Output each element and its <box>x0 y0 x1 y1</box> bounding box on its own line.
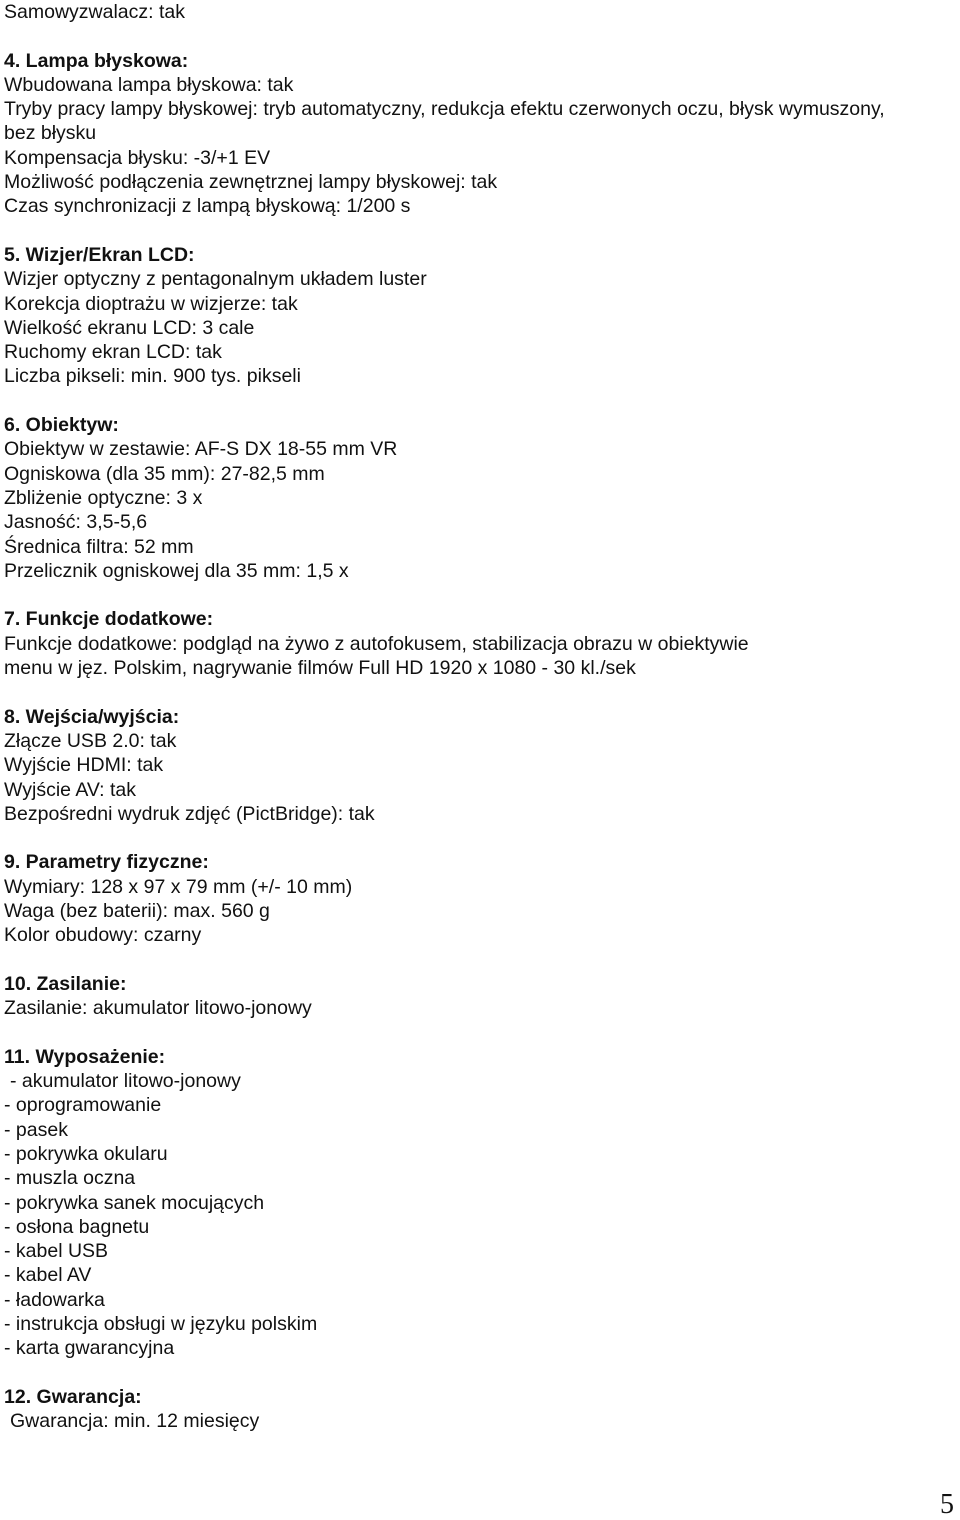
spec-line: Jasność: 3,5-5,6 <box>4 511 148 534</box>
spec-line: Zbliżenie optyczne: 3 x <box>4 486 203 509</box>
spec-line: Tryby pracy lampy błyskowej: tryb automatyczny, redukcja efektu czerwonych oczu, błysk wymuszony, <box>4 98 885 121</box>
spec-line: menu w jęz. Polskim, nagrywanie filmów Full HD 1920 x 1080 - 30 kl./sek <box>4 657 636 680</box>
spec-line: Ruchomy ekran LCD: tak <box>4 341 222 364</box>
spec-line: Złącze USB 2.0: tak <box>4 729 177 752</box>
spec-line: - oprogramowanie <box>4 1094 162 1117</box>
spec-line: - kabel AV <box>4 1264 92 1287</box>
spec-line: Gwarancja: min. 12 miesięcy <box>10 1410 260 1433</box>
spec-section <box>4 607 954 680</box>
section-heading: 10. Zasilanie: <box>4 972 127 995</box>
spec-line: Funkcje dodatkowe: podgląd na żywo z autofokusem, stabilizacja obrazu w obiektywie <box>4 632 749 655</box>
spec-line: Możliwość podłączenia zewnętrznej lampy błyskowej: tak <box>4 171 498 194</box>
document-body <box>4 0 954 1434</box>
spec-sections <box>4 49 954 1434</box>
spec-line: Wbudowana lampa błyskowa: tak <box>4 73 294 96</box>
spec-line: - pokrywka okularu <box>4 1142 168 1165</box>
spec-line: Kolor obudowy: czarny <box>4 924 202 947</box>
section-heading: 12. Gwarancja: <box>4 1385 142 1408</box>
spec-line: - instrukcja obsługi w języku polskim <box>4 1313 318 1336</box>
section-heading: 8. Wejścia/wyjścia: <box>4 705 180 728</box>
spec-line: - karta gwarancyjna <box>4 1337 175 1360</box>
spec-line: Kompensacja błysku: -3/+1 EV <box>4 146 271 169</box>
section-heading: 9. Parametry fizyczne: <box>4 851 209 874</box>
spec-line: Wymiary: 128 x 97 x 79 mm (+/- 10 mm) <box>4 875 353 898</box>
spec-line: - ładowarka <box>4 1288 105 1311</box>
section-heading: 6. Obiektyw: <box>4 414 119 437</box>
section-heading: 4. Lampa błyskowa: <box>4 49 189 72</box>
spec-line: Wyjście HDMI: tak <box>4 754 164 777</box>
spec-line: Korekcja dioptrażu w wizjerze: tak <box>4 292 298 315</box>
spec-line: - osłona bagnetu <box>4 1215 150 1238</box>
spec-line: Wyjście AV: tak <box>4 778 137 801</box>
spec-section <box>4 243 954 389</box>
intro-line: Samowyzwalacz: tak <box>4 1 185 23</box>
section-heading: 7. Funkcje dodatkowe: <box>4 608 214 631</box>
spec-line: - akumulator litowo-jonowy <box>10 1070 241 1093</box>
spec-line: Obiektyw w zestawie: AF-S DX 18-55 mm VR <box>4 438 398 461</box>
spec-line: Waga (bez baterii): max. 560 g <box>4 899 270 922</box>
spec-line: - pokrywka sanek mocujących <box>4 1191 265 1214</box>
spec-line: Bezpośredni wydruk zdjęć (PictBridge): tak <box>4 802 375 825</box>
spec-section <box>4 1385 954 1434</box>
spec-line: Średnica filtra: 52 mm <box>4 535 194 558</box>
spec-section <box>4 850 954 947</box>
spec-line: bez błysku <box>4 122 97 145</box>
spec-line: Liczba pikseli: min. 900 tys. pikseli <box>4 365 301 388</box>
spec-line: Wizjer optyczny z pentagonalnym układem luster <box>4 268 427 291</box>
spec-section <box>4 972 954 1021</box>
spec-line: - pasek <box>4 1118 68 1141</box>
page-number: 5 <box>940 1489 954 1520</box>
spec-line: - muszla oczna <box>4 1167 136 1190</box>
spec-line: Zasilanie: akumulator litowo-jonowy <box>4 997 312 1020</box>
spec-section <box>4 1045 954 1361</box>
spec-line: Wielkość ekranu LCD: 3 cale <box>4 316 255 339</box>
spec-line: Ogniskowa (dla 35 mm): 27-82,5 mm <box>4 462 325 485</box>
spec-section <box>4 705 954 826</box>
spec-line: - kabel USB <box>4 1240 109 1263</box>
section-heading: 11. Wyposażenie: <box>4 1045 166 1068</box>
spec-section <box>4 49 954 219</box>
spec-section <box>4 413 954 583</box>
section-heading: 5. Wizjer/Ekran LCD: <box>4 243 195 266</box>
spec-line: Czas synchronizacji z lampą błyskową: 1/200 s <box>4 195 411 218</box>
spec-line: Przelicznik ogniskowej dla 35 mm: 1,5 x <box>4 559 349 582</box>
